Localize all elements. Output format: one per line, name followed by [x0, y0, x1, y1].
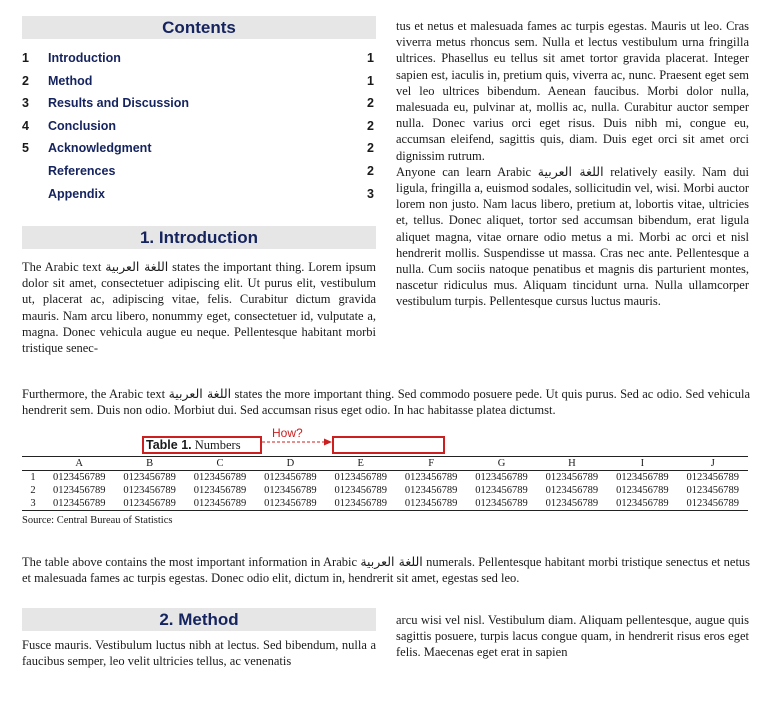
toc-entry-number: 4	[22, 118, 29, 133]
toc-entry-title[interactable]: Introduction	[48, 51, 121, 65]
row-number: 3	[22, 497, 44, 511]
intro-text-a: The Arabic text	[22, 260, 102, 274]
right-text-b: relatively easily. Nam dui ligula, fringilla a, euismod sodales, sollicitudin vel, wisi. Morbi auctor lorem non justo. Nam lacus libero, pretium at, lobortis vitae, ultricies et, tellus. Donec aliquet, tortor sed accumsan bibendum, erat ligula aliquet magna, vitae ornare odio metus a mi. Morbi ac orci et nisl hendrerit mollis. Suspendisse ut massa. Cras nec ante. Pellentesque a nulla. Cum sociis natoque penatibus et magnis dis parturient montes, nascetur ridiculus mus. Aliquam tincidunt urna. Nulla ullamcorper vestibulum turpis. Pellentesque cursus luctus mauris.	[396, 164, 750, 309]
right-column-paragraph-2	[396, 164, 749, 310]
table-cell: 0123456789	[466, 497, 536, 511]
after-table-text-a: The table above contains the most important information in Arabic	[22, 555, 358, 569]
numbers-table	[22, 456, 748, 511]
toc-entry-page: 1	[367, 51, 374, 65]
toc-entry-title[interactable]: Conclusion	[48, 118, 117, 133]
table-cell: 0123456789	[52, 472, 106, 483]
introduction-paragraph	[22, 259, 376, 356]
toc-entry-page: 3	[367, 186, 374, 201]
table-cell: 0123456789	[545, 485, 599, 496]
table-cell: 0123456789	[404, 485, 458, 496]
table-cell: 0123456789	[123, 472, 176, 483]
table-caption-label: Table 1.	[146, 438, 192, 452]
table-of-contents	[22, 16, 376, 205]
toc-entry[interactable]	[22, 47, 376, 70]
toc-entry-page: 2	[367, 141, 374, 156]
toc-entry[interactable]	[22, 137, 376, 160]
column-header: B	[114, 457, 184, 471]
row-number: 2	[30, 485, 36, 496]
introduction-heading: 1. Introduction	[22, 226, 376, 249]
table-cell: 0123456789	[44, 497, 114, 511]
column-header: J	[678, 457, 748, 471]
table-row	[22, 497, 748, 511]
table-cell: 0123456789	[264, 485, 317, 496]
toc-entry-number: 1	[22, 51, 29, 65]
table-cell: 0123456789	[537, 497, 607, 511]
table-cell: 0123456789	[326, 497, 396, 511]
table-cell: 0123456789	[678, 497, 748, 511]
toc-entry-title[interactable]: Acknowledgment	[48, 141, 152, 156]
annotation-empty-box	[332, 436, 445, 454]
method-heading: 2. Method	[22, 608, 376, 631]
table-cell: 0123456789	[255, 497, 325, 511]
table-source-note: Source: Central Bureau of Statistics	[22, 515, 173, 526]
furthermore-paragraph	[22, 386, 750, 418]
right-text-a: Anyone can learn Arabic	[396, 164, 532, 179]
column-header: G	[466, 457, 536, 471]
toc-entry-number: 2	[22, 73, 29, 88]
table-header-row	[22, 457, 748, 471]
toc-entry-page: 2	[367, 118, 374, 133]
method-section	[22, 608, 376, 669]
annotation-how: How?	[272, 426, 303, 440]
introduction-section	[22, 226, 376, 356]
toc-entry-title[interactable]: References	[48, 163, 116, 178]
column-header: D	[255, 457, 325, 471]
row-number: 1	[30, 472, 36, 483]
toc-entry-number: 5	[22, 141, 29, 156]
method-paragraph-left: Fusce mauris. Vestibulum luctus nibh at lectus. Sed bibendum, nulla a faucibus semper, leo velit ultricies tellus, ac venenatis	[22, 638, 376, 669]
arabic-phrase: اللغة العربية	[105, 259, 169, 274]
furthermore-text-a: Furthermore, the Arabic text	[22, 387, 166, 401]
column-header: I	[607, 457, 677, 471]
table-cell: 0123456789	[123, 485, 176, 496]
arabic-phrase: اللغة العربية	[537, 163, 604, 179]
annotation-arrow-icon	[262, 438, 334, 446]
table-cell: 0123456789	[52, 485, 106, 496]
table-caption-text: Numbers	[194, 438, 241, 452]
after-table-paragraph	[22, 554, 750, 586]
method-right-column	[396, 612, 749, 661]
table-cell: 0123456789	[193, 485, 247, 496]
toc-entry[interactable]	[22, 183, 376, 206]
intro-text-b: states the important thing. Lorem ipsum dolor sit amet, consectetuer adipiscing elit. Ut purus elit, vestibulum ut, placerat ac, adipiscing vitae, felis. Curabitur dictum gravida mauris. Nam arcu libero, nonummy eget, consectetuer id, vulputate a, magna. Donec vehicula augue eu neque. Pellentesque habitant morbi tristique senec-	[22, 260, 377, 356]
table-cell: 0123456789	[264, 472, 317, 483]
column-header: H	[537, 457, 607, 471]
column-header: A	[44, 457, 114, 471]
right-column-paragraph-1: tus et netus et malesuada fames ac turpis egestas. Mauris ut leo. Cras viverra metus rhoncus sem. Nulla et lectus vestibulum urna fringilla ultrices. Phasellus eu tellus sit amet tortor gravida placerat. Integer sapien est, iaculis in, pretium quis, viverra ac, nunc. Praesent eget sem vel leo ultrices bibendum. Aenean faucibus. Morbi dolor nulla, malesuada eu, pulvinar at, mollis ac, nulla. Curabitur auctor semper nulla. Donec varius orci eget risus. Duis nibh mi, congue eu, accumsan eleifend, sagittis quis, diam. Duis eget orci sit amet orci dignissim rutrum.	[396, 19, 749, 163]
toc-entry-page: 2	[367, 96, 374, 111]
row-number-header	[22, 457, 44, 471]
table-cell: 0123456789	[396, 497, 466, 511]
table-cell: 0123456789	[334, 485, 387, 496]
table-cell: 0123456789	[545, 472, 599, 483]
table-cell: 0123456789	[686, 485, 739, 496]
table-cell: 0123456789	[193, 472, 247, 483]
arabic-phrase: اللغة العربية	[360, 554, 423, 569]
toc-heading: Contents	[22, 16, 376, 39]
table-row	[22, 484, 748, 497]
toc-entry-title[interactable]: Method	[48, 73, 93, 88]
table-cell: 0123456789	[475, 485, 528, 496]
arabic-phrase: اللغة العربية	[168, 386, 232, 401]
column-header: E	[326, 457, 396, 471]
toc-entry[interactable]	[22, 160, 376, 183]
after-table-text-b: numerals. Pellentesque habitant morbi tristique senectus et netus et malesuada fames ac turpis egestas. Donec odio elit, dictum in, hendrerit sit amet, egestas sed leo.	[22, 555, 751, 586]
table-cell: 0123456789	[616, 485, 669, 496]
table-caption	[142, 436, 262, 454]
table-cell: 0123456789	[475, 472, 528, 483]
toc-entry-page: 1	[367, 73, 374, 88]
toc-entry[interactable]	[22, 92, 376, 115]
table-cell: 0123456789	[185, 497, 255, 511]
toc-entry[interactable]	[22, 70, 376, 93]
table-cell: 0123456789	[404, 472, 458, 483]
column-header: C	[185, 457, 255, 471]
toc-entry-title[interactable]: Results and Discussion	[48, 96, 190, 111]
column-header: F	[396, 457, 466, 471]
method-paragraph-right: arcu wisi vel nisl. Vestibulum diam. Aliquam pellentesque, augue quis sagittis posuere, turpis lacus congue quam, in hendrerit risus eros eget felis. Maecenas eget erat in sapien	[396, 613, 749, 660]
table-cell: 0123456789	[607, 497, 677, 511]
furthermore-text-b: states the more important thing. Sed commodo posuere pede. Ut quis purus. Sed ac odio. Sed vehicula hendrerit sem. Duis non odio. Morbiut dui. Sed accumsan risus eget odio. In hac habitasse platea dictumst.	[22, 387, 751, 418]
toc-entry-title[interactable]: Appendix	[48, 186, 105, 201]
toc-entry-page: 2	[367, 163, 374, 178]
right-column	[396, 18, 749, 310]
toc-entry-number: 3	[22, 96, 29, 111]
table-cell: 0123456789	[616, 472, 669, 483]
table-cell: 0123456789	[334, 472, 387, 483]
table-cell: 0123456789	[686, 472, 739, 483]
table-cell: 0123456789	[114, 497, 184, 511]
table-row	[22, 471, 748, 485]
toc-entry[interactable]	[22, 115, 376, 138]
